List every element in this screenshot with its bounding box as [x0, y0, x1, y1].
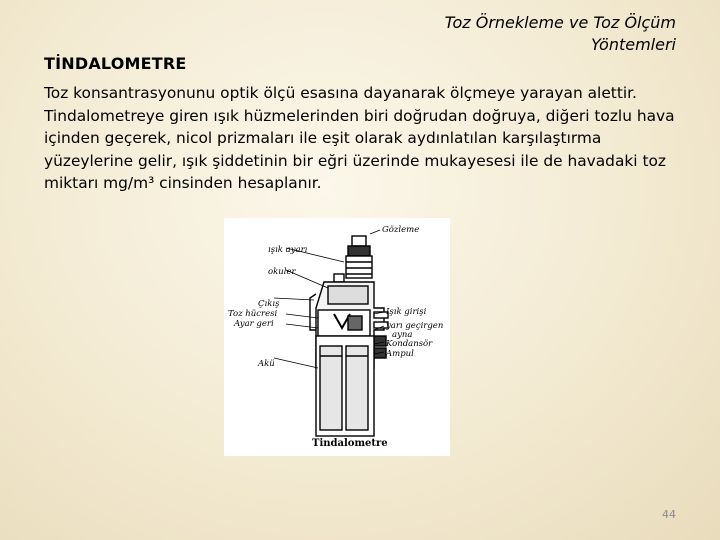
label-aku: Akü: [258, 359, 275, 369]
page-number: 44: [662, 508, 676, 521]
label-ayar-geri: Ayar geri: [234, 319, 274, 329]
tindalometer-figure: [224, 218, 450, 456]
label-ampul: Ampul: [386, 349, 414, 359]
eyepiece-ring: [348, 246, 370, 256]
body-paragraph: Toz konsantrasyonunu optik ölçü esasına dayanarak ölçmeye yarayan alettir. Tindalometreye giren ışık hüzmelerinden biri doğrudan doğruya, diğeri tozlu hava içinden geçerek, nicol prizmaları ile eşit olarak aydınlatılan karşılaştırma yüzeylerine gelir, ışık şiddetinin bir eğri üzerinde mukayesesi ile de havadaki toz miktarı mg/m³ cinsinden hesaplanır.: [44, 84, 675, 193]
section-heading: TİNDALOMETRE: [44, 54, 187, 73]
label-yari-gecirgen: yarı geçirgen: [386, 321, 444, 331]
battery-1: [320, 346, 342, 430]
figure-caption: Tindalometre: [312, 438, 388, 449]
slide-header-title: [376, 12, 676, 56]
label-okuler: okuler: [268, 267, 296, 277]
header-title-line-2: Yöntemleri: [591, 35, 676, 54]
label-isik-ayari: ışık ayarı: [268, 245, 308, 255]
tindalometer-diagram: [224, 218, 450, 456]
label-ayna: ayna: [392, 330, 413, 340]
label-cikis: Çıkış: [258, 299, 280, 309]
eyepiece-cap: [352, 236, 366, 246]
label-isik-girisi: Işık girişi: [386, 307, 427, 317]
label-toz-hucresi: Toz hücresi: [228, 309, 278, 319]
eyepiece-body: [346, 256, 372, 278]
label-kondansor: Kondansör: [386, 339, 433, 349]
battery-2: [346, 346, 368, 430]
header-title-line-1: Toz Örnekleme ve Toz Ölçüm: [444, 13, 676, 32]
label-gozleme: Gözleme: [382, 225, 420, 235]
